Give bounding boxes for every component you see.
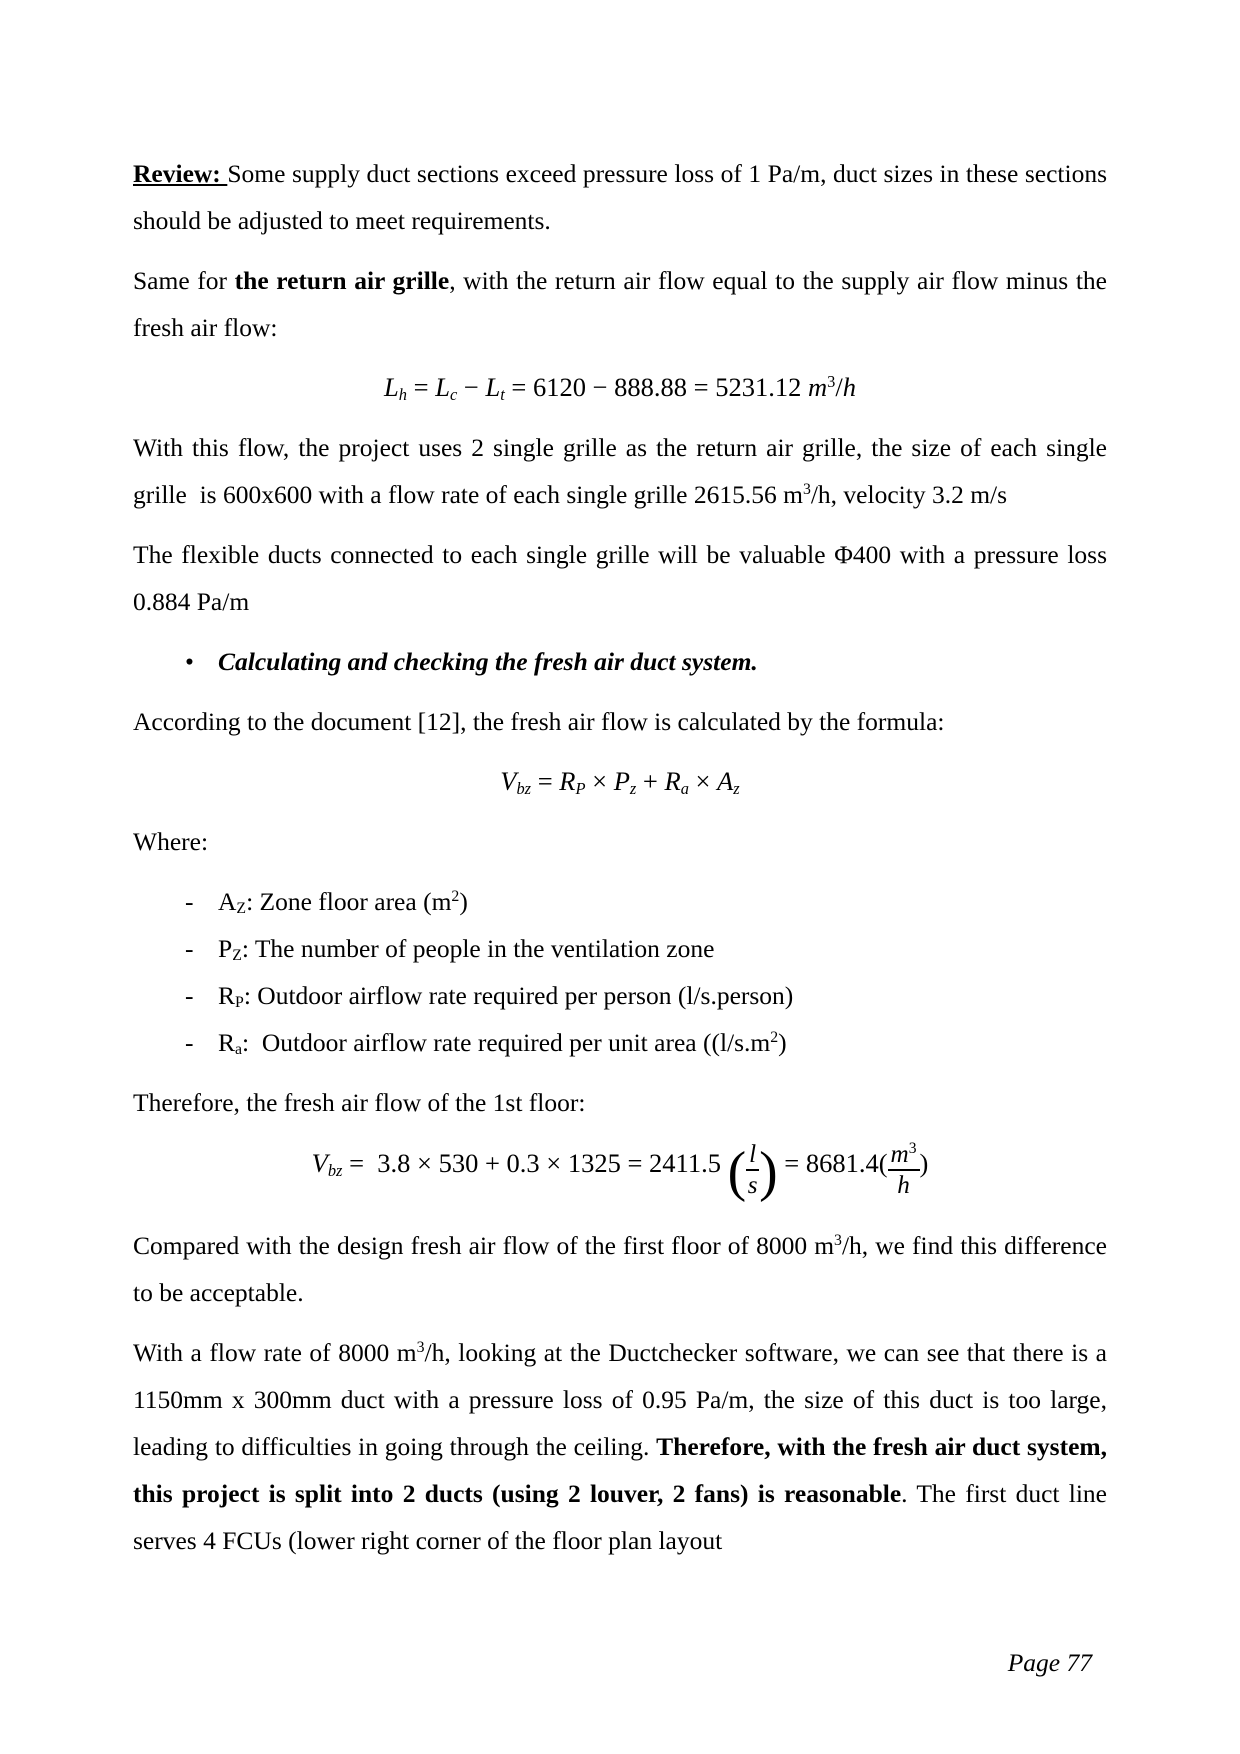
text-run: A [218,887,237,916]
formula-fresh-air-flow [133,758,1107,805]
text-run: ) [919,1148,929,1178]
dash-icon: - [185,887,194,916]
definition-text [218,1028,787,1057]
paragraph-flexible-ducts [133,531,1107,625]
paragraph-compared [133,1222,1107,1316]
text-run: Where: [133,827,209,856]
text-run: × [688,766,718,796]
text-run: × [585,766,614,796]
text-run: = [406,372,436,402]
text-run: V [500,766,517,796]
text-run: Some supply duct sections exceed pressure loss of 1 Pa/m, duct sizes in these sections should be adjusted to meet requirements. [133,159,1107,235]
text-run: s [747,1172,758,1200]
text-run: z [733,778,740,798]
text-run: Z [232,947,242,965]
text-run: /h, velocity 3.2 m/s [810,480,1008,509]
text-run: P [218,934,233,963]
text-run: : Zone floor area (m [246,887,452,916]
text-run: /h, looking at the Ductchecker software, we can see that there is a 1150mm x 300mm duct with a pressure loss of 0.95 Pa/m, the size of this duct is too large, leading to difficulties in going through the ceiling. [133,1338,1107,1462]
paragraph-therefore [133,1079,1107,1126]
bullet-heading-text [218,647,758,676]
text-run: /h, we find this difference to be acceptable. [133,1231,1108,1308]
fraction [746,1141,759,1200]
text-run: = 3.8 × 530 + 0.3 × 1325 = 2411.5 [342,1148,728,1178]
definition-item-pz [133,925,1107,972]
paragraph-according [133,698,1107,745]
paragraph-return-grille [133,257,1107,351]
paragraph-flow-rate [133,1329,1107,1564]
dash-icon: - [185,934,194,963]
definition-item-rp [133,972,1107,1019]
text-run: With a flow rate of 8000 m [133,1338,417,1368]
text-run: According to the document [12], the fresh air flow is calculated by the formula: [133,707,945,736]
text-run: m [807,372,828,402]
text-run: 3 [834,1232,842,1250]
text-run: 2 [451,888,460,906]
text-run: bz [516,778,532,798]
definition-text [218,981,793,1010]
text-run: 3 [802,481,811,499]
text-run: t [500,384,505,404]
text-run: V [311,1148,328,1178]
text-run: R [218,981,236,1010]
text-run: h [897,1172,910,1200]
text-run: the return air grille [234,266,450,295]
document-content [133,150,1107,1577]
text-run: bz [327,1160,343,1180]
text-run: h [842,372,856,402]
text-run: a [235,1041,243,1059]
text-run: = [531,766,560,796]
text-run: a [680,778,689,798]
text-run: / [835,372,843,402]
text-run: = 8681.4( [777,1148,888,1178]
text-run: L [384,372,399,402]
text-run: Z [236,900,247,918]
text-run: R [218,1028,236,1057]
paragraph-where [133,818,1107,865]
text-run: P [575,778,586,798]
text-run: z [629,778,637,798]
text-run: Therefore, the fresh air flow of the 1st floor: [133,1088,586,1117]
text-run: l [749,1140,757,1168]
text-run: A [717,766,734,796]
text-run: − [457,372,486,402]
text-run: The flexible ducts connected to each single grille will be valuable Φ400 with a pressure loss 0.884 Pa/m [133,540,1107,616]
text-run: R [559,766,576,796]
text-run: With this flow, the project uses 2 single grille as the return air grille, the size of each single grille is 600x600 with a flow rate of each single grille 2615.56 m [133,433,1107,509]
dash-icon: - [185,981,194,1010]
text-run: L [485,372,501,402]
paragraph-review [133,150,1107,244]
definition-item-ra [133,1019,1107,1066]
definition-item-az [133,878,1107,925]
text-run: L [435,372,450,402]
formula-first-floor-fresh-air [133,1140,1107,1203]
text-run: Compared with the design fresh air flow of the first floor of 8000 m [133,1231,835,1261]
text-run: : Outdoor airflow rate required per person (l/s.person) [243,981,794,1010]
text-run: ) [459,887,468,916]
text-run: 3 [416,1339,425,1357]
bullet-icon: • [185,647,194,676]
text-run: c [449,384,458,404]
page-number: Page 77 [1007,1648,1092,1677]
text-run: m [890,1140,909,1168]
definition-text [218,934,714,963]
text-run: h [398,384,407,404]
text-run: + [636,766,665,796]
text-run: R [664,766,681,796]
text-run: ) [759,1140,778,1203]
text-run: 2 [770,1029,779,1047]
text-run: ( [727,1140,747,1203]
text-run: 3 [827,371,836,391]
definition-text [218,887,468,916]
paragraph-grille-sizing [133,424,1107,518]
formula-return-air-flow [133,364,1107,411]
text-run: : The number of people in the ventilation zone [241,934,715,963]
text-run: Calculating and checking the fresh air duct system. [218,647,758,676]
text-run: Review: [133,159,228,188]
text-run: 3 [908,1140,917,1158]
bullet-heading-fresh-air-duct [133,638,1107,685]
text-run: , with the return air flow equal to the supply air flow minus the fresh air flow: [133,266,1108,342]
text-run: Same for [133,266,235,295]
text-run: : Outdoor airflow rate required per unit area ((l/s.m [242,1028,771,1057]
fraction [888,1141,920,1200]
text-run: ) [778,1028,787,1057]
text-run: . The first duct line serves 4 FCUs (lower right corner of the floor plan layout [133,1479,1107,1556]
text-run: Therefore, with the fresh air duct system, this project is split into 2 ducts (using 2 louver, 2 fans) is reasonable [133,1432,1107,1509]
dash-icon: - [185,1028,194,1057]
text-run: P [613,766,630,796]
text-run: = 6120 − 888.88 = 5231.12 [504,372,808,402]
text-run: P [235,994,244,1012]
